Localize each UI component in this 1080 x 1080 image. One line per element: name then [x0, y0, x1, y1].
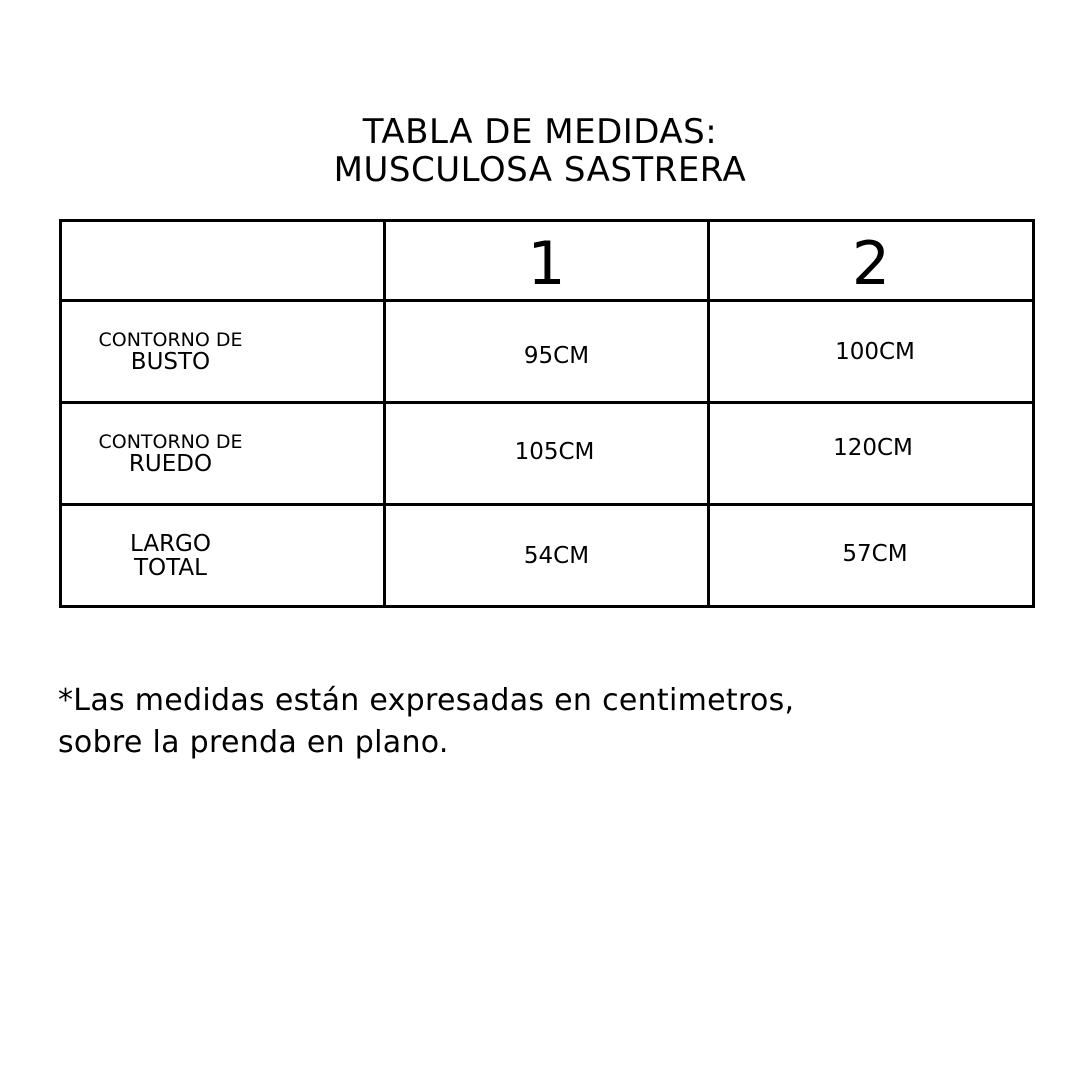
- value-cell: [709, 301, 1034, 403]
- row-label: [130, 532, 211, 580]
- table-header-row: [61, 221, 1034, 301]
- row-label-line-1: CONTORNO DE: [98, 328, 243, 351]
- row-label-line-2: RUEDO: [128, 450, 213, 477]
- value-cell: [385, 403, 709, 505]
- table-row: [61, 301, 1034, 403]
- row-label-cell: [61, 301, 385, 403]
- row-label-line-2: TOTAL: [134, 554, 207, 581]
- row-label-cell: [61, 403, 385, 505]
- row-label-line-1: LARGO: [130, 530, 211, 557]
- note-line-1: *Las medidas están expresadas en centimetros,: [58, 683, 795, 718]
- table-row: [61, 403, 1034, 505]
- value-cell: [385, 505, 709, 607]
- value-cell: [385, 301, 709, 403]
- size-table: [59, 219, 1035, 608]
- row-label: [98, 330, 242, 374]
- value-size-2: 100CM: [835, 338, 915, 365]
- row-label: [98, 432, 242, 476]
- value-size-1: 54CM: [523, 542, 590, 569]
- page-title: [0, 113, 1080, 189]
- value-size-1: 105CM: [514, 438, 595, 465]
- note-line-2: sobre la prenda en plano.: [58, 725, 449, 760]
- row-label-cell: [61, 505, 385, 607]
- size-2-label: 2: [851, 228, 891, 299]
- header-size-2: [709, 221, 1034, 301]
- header-size-1: [385, 221, 709, 301]
- value-size-2: 57CM: [842, 540, 908, 567]
- measurement-note: [58, 680, 1038, 764]
- value-size-2: 120CM: [833, 434, 913, 461]
- value-cell: [709, 505, 1034, 607]
- value-cell: [709, 403, 1034, 505]
- row-label-line-2: BUSTO: [130, 348, 211, 375]
- title-line-2: MUSCULOSA SASTRERA: [333, 150, 747, 190]
- row-label-line-1: CONTORNO DE: [98, 430, 243, 453]
- table-row: [61, 505, 1034, 607]
- value-size-1: 95CM: [523, 342, 590, 369]
- size-1-label: 1: [527, 228, 566, 299]
- header-empty-cell: [61, 221, 385, 301]
- title-line-1: TABLA DE MEDIDAS:: [362, 112, 718, 152]
